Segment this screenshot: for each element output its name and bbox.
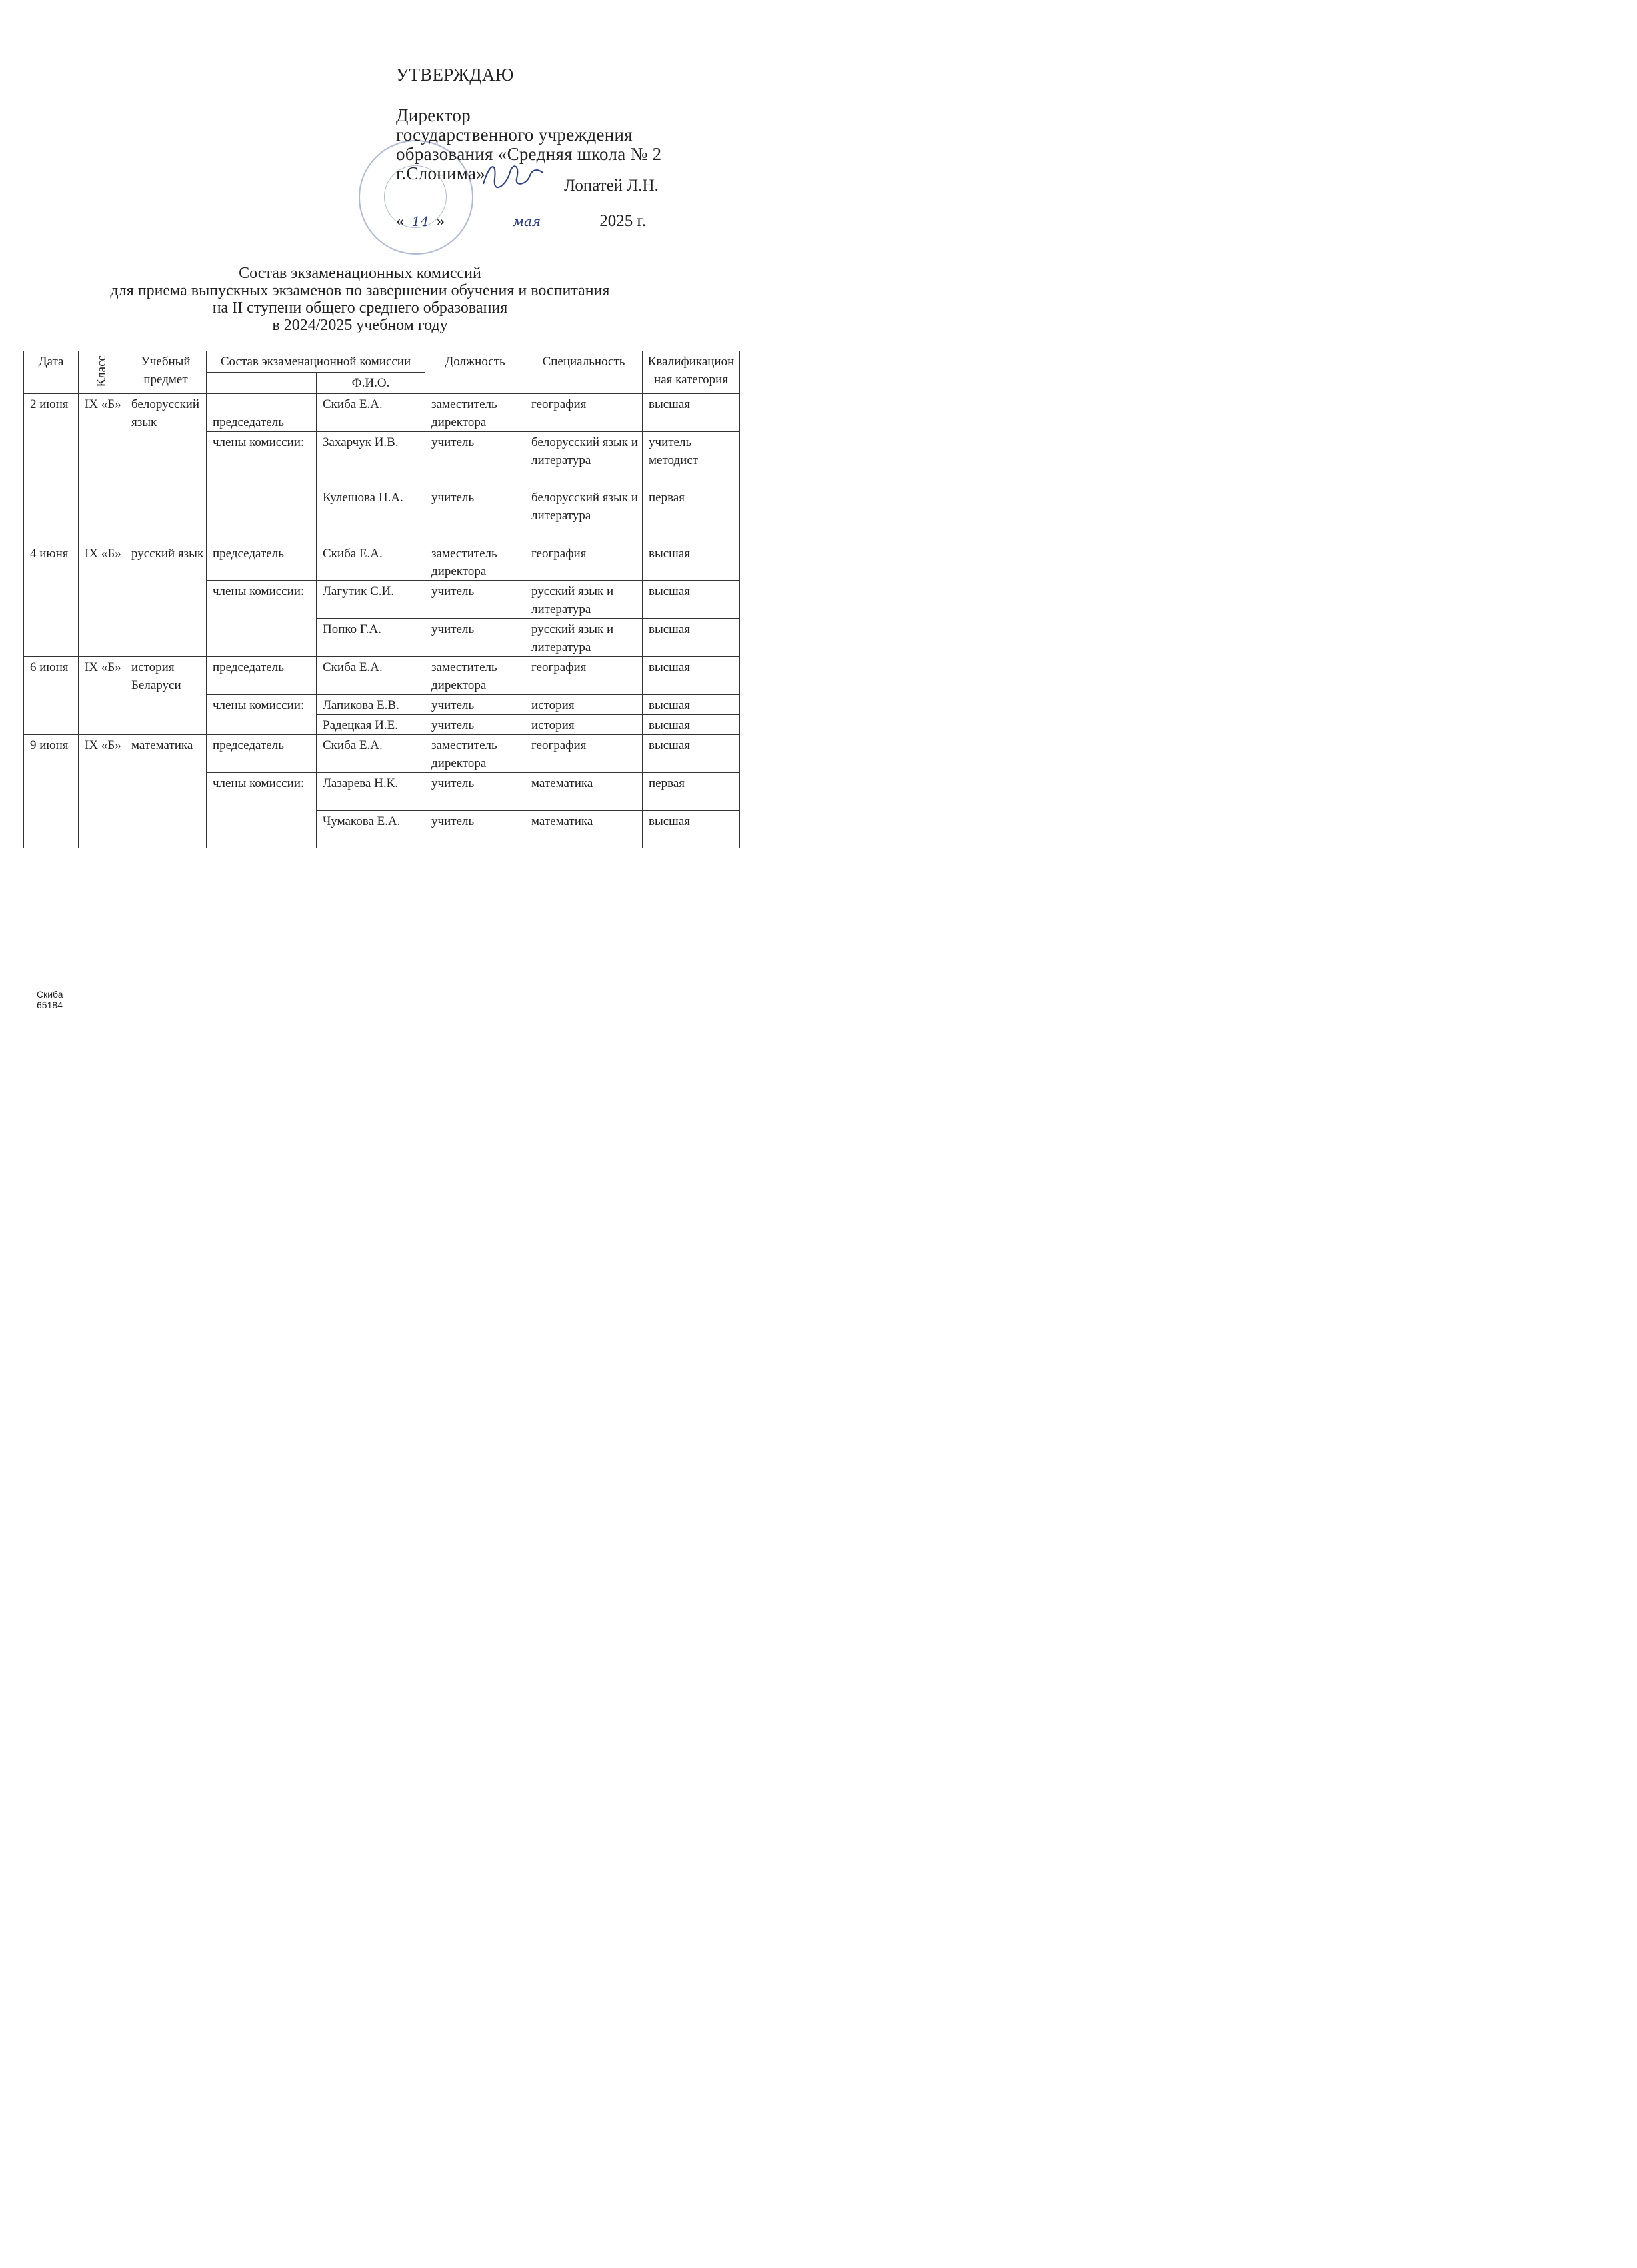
- chair-specialty: география: [525, 543, 643, 581]
- exam-date: 4 июня: [24, 543, 79, 657]
- member-specialty: история: [525, 715, 643, 735]
- chair-specialty: география: [525, 735, 643, 773]
- heading-line: для приема выпускных экзаменов по завершении обучения и воспитания: [110, 282, 610, 299]
- chair-specialty: география: [525, 657, 643, 695]
- chair-role: председатель: [207, 657, 317, 695]
- approval-position-line: образования «Средняя школа № 2: [396, 144, 662, 164]
- footer-phone: 65184: [37, 1000, 63, 1010]
- exam-class: IX «Б»: [79, 394, 125, 543]
- document-footer: [37, 989, 63, 1010]
- chair-position: заместитель директора: [425, 543, 525, 581]
- member-specialty: белорусский язык и литература: [525, 487, 643, 543]
- approval-block: [396, 65, 661, 183]
- members-label: члены комиссии:: [207, 695, 317, 735]
- chair-category: высшая: [643, 543, 740, 581]
- approval-position-line: г.Слонима»: [396, 163, 486, 183]
- header-class: [79, 351, 125, 394]
- member-position: учитель: [425, 715, 525, 735]
- header-subject: Учебный предмет: [125, 351, 207, 394]
- chair-role: председатель: [207, 394, 317, 432]
- member-fio: Попко Г.А.: [317, 619, 425, 657]
- exam-date: 2 июня: [24, 394, 79, 543]
- member-fio: Радецкая И.Е.: [317, 715, 425, 735]
- chair-fio: Скиба Е.А.: [317, 543, 425, 581]
- member-specialty: история: [525, 695, 643, 715]
- member-category: учитель методист: [643, 432, 740, 487]
- header-position: Должность: [425, 351, 525, 394]
- member-specialty: русский язык и литература: [525, 619, 643, 657]
- date-open-quote: «: [396, 212, 405, 230]
- date-close-quote: »: [436, 212, 445, 230]
- heading-line: на II ступени общего среднего образования: [212, 299, 508, 317]
- header-category: Квалификационная категория: [643, 351, 740, 394]
- member-category: высшая: [643, 811, 740, 848]
- header-specialty: Специальность: [525, 351, 643, 394]
- member-specialty: математика: [525, 773, 643, 811]
- member-position: учитель: [425, 581, 525, 619]
- member-fio: Лазарева Н.К.: [317, 773, 425, 811]
- member-specialty: русский язык и литература: [525, 581, 643, 619]
- chair-category: высшая: [643, 657, 740, 695]
- date-year: 2025 г.: [599, 212, 647, 230]
- table-row: [24, 394, 740, 432]
- member-specialty: математика: [525, 811, 643, 848]
- member-fio: Лагутик С.И.: [317, 581, 425, 619]
- member-position: учитель: [425, 432, 525, 487]
- header-class-label: Класс: [95, 355, 109, 387]
- exam-subject: история Беларуси: [125, 657, 207, 735]
- member-fio: Кулешова Н.А.: [317, 487, 425, 543]
- member-fio: Чумакова Е.А.: [317, 811, 425, 848]
- exam-class: IX «Б»: [79, 735, 125, 848]
- chair-fio: Скиба Е.А.: [317, 735, 425, 773]
- member-category: высшая: [643, 581, 740, 619]
- commission-table: [23, 351, 740, 848]
- heading-line: в 2024/2025 учебном году: [272, 317, 448, 334]
- members-label: члены комиссии:: [207, 581, 317, 657]
- heading-line: Состав экзаменационных комиссий: [239, 265, 481, 282]
- member-fio: Захарчук И.В.: [317, 432, 425, 487]
- member-fio: Лапикова Е.В.: [317, 695, 425, 715]
- exam-class: IX «Б»: [79, 543, 125, 657]
- chair-fio: Скиба Е.А.: [317, 657, 425, 695]
- chair-specialty: география: [525, 394, 643, 432]
- member-category: высшая: [643, 619, 740, 657]
- approval-title: УТВЕРЖДАЮ: [396, 65, 514, 85]
- exam-date: 6 июня: [24, 657, 79, 735]
- member-category: высшая: [643, 715, 740, 735]
- member-category: первая: [643, 487, 740, 543]
- members-label: члены комиссии:: [207, 432, 317, 543]
- exam-subject: белорусский язык: [125, 394, 207, 543]
- member-position: учитель: [425, 811, 525, 848]
- chair-role: председатель: [207, 543, 317, 581]
- table-row: [24, 735, 740, 773]
- chair-position: заместитель директора: [425, 657, 525, 695]
- member-specialty: белорусский язык и литература: [525, 432, 643, 487]
- chair-category: высшая: [643, 394, 740, 432]
- table-row: [24, 657, 740, 695]
- footer-author: Скиба: [37, 989, 63, 1000]
- chair-position: заместитель директора: [425, 394, 525, 432]
- date-month: мая: [513, 213, 541, 229]
- header-fio: Ф.И.О.: [317, 373, 425, 394]
- member-category: высшая: [643, 695, 740, 715]
- member-position: учитель: [425, 695, 525, 715]
- exam-subject: русский язык: [125, 543, 207, 657]
- chair-fio: Скиба Е.А.: [317, 394, 425, 432]
- header-commission-role: [207, 373, 317, 394]
- members-label: члены комиссии:: [207, 773, 317, 848]
- header-date: Дата: [24, 351, 79, 394]
- date-day: 14: [411, 213, 429, 229]
- chair-position: заместитель директора: [425, 735, 525, 773]
- exam-date: 9 июня: [24, 735, 79, 848]
- chair-role: председатель: [207, 735, 317, 773]
- exam-class: IX «Б»: [79, 657, 125, 735]
- header-commission: Состав экзаменационной комиссии: [207, 351, 425, 373]
- approval-position-line: Директор: [396, 105, 471, 125]
- document-heading: [0, 265, 720, 334]
- chair-category: высшая: [643, 735, 740, 773]
- exam-subject: математика: [125, 735, 207, 848]
- member-position: учитель: [425, 487, 525, 543]
- director-name: Лопатей Л.Н.: [564, 177, 659, 195]
- table-row: [24, 543, 740, 581]
- member-position: учитель: [425, 773, 525, 811]
- approval-position-line: государственного учреждения: [396, 125, 633, 145]
- member-category: первая: [643, 773, 740, 811]
- member-position: учитель: [425, 619, 525, 657]
- approval-date: [396, 212, 646, 231]
